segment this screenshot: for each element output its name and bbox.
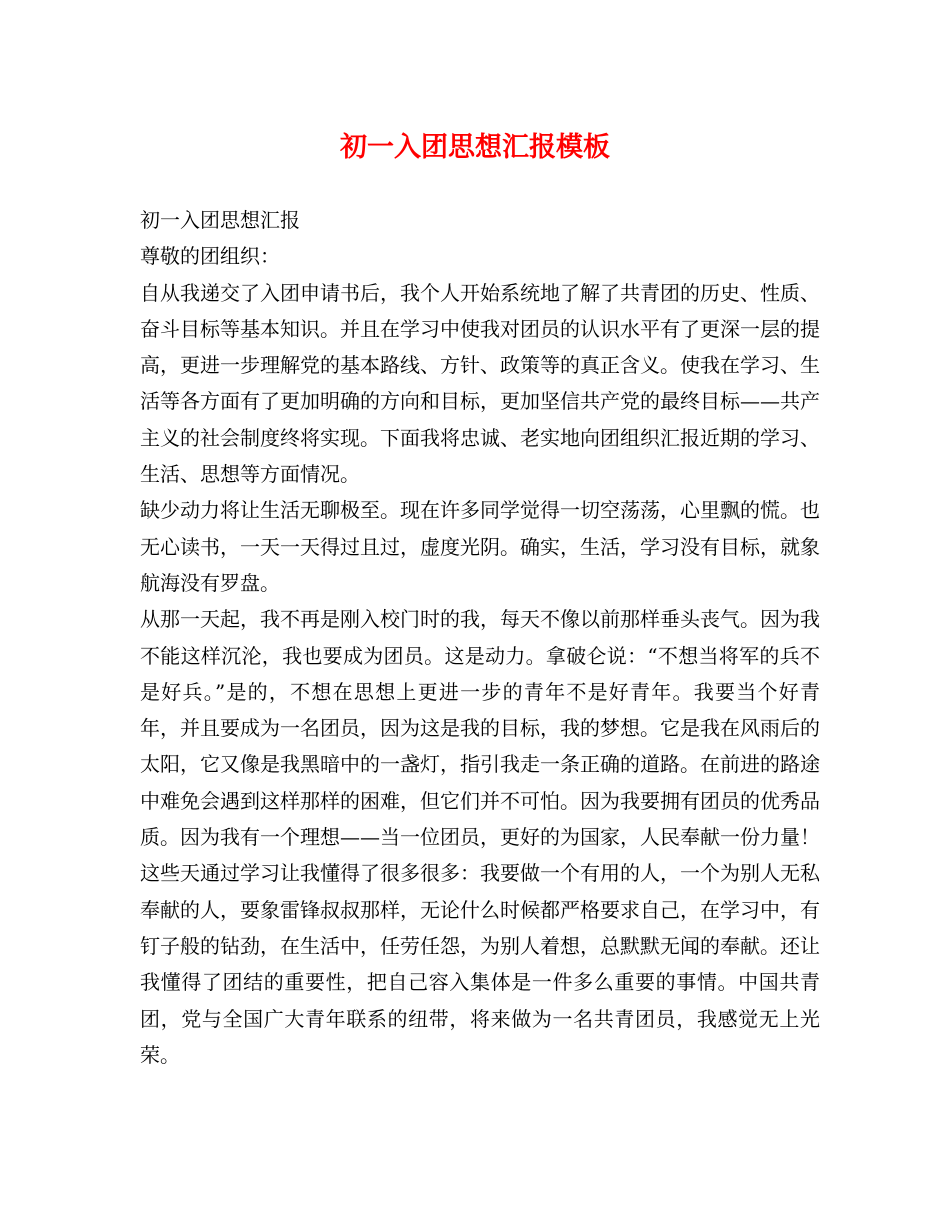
document-title: 初一入团思想汇报模板 bbox=[340, 132, 610, 163]
paragraph-goal: 从那一天起，我不再是刚入校门时的我，每天不像以前那样垂头丧气。因为我不能这样沉沦，我也要成为团员。这是动力。拿破仑说：“不想当将军的兵不是好兵。”是的，不想在思想上更进一步的青年不是好青年。我要当个好青年，并且要成为一名团员，因为这是我的目标，我的梦想。它是我在风雨后的太阳，它又像是我黑暗中的一盏灯，指引我走一条正确的道路。在前进的路途中难免会遇到这样那样的困难，但它们并不可怕。因为我要拥有团员的优秀品质。因为我有一个理想——当一位团员，更好的为国家，人民奉献一份力量！ bbox=[140, 607, 820, 850]
report-heading: 初一入团思想汇报 bbox=[140, 208, 300, 232]
paragraph-learning: 这些天通过学习让我懂得了很多很多：我要做一个有用的人，一个为别人无私奉献的人，要象雷锋叔叔那样，无论什么时候都严格要求自己，在学习中，有钉子般的钻劲，在生活中，任劳任怨，为别人着想，总默默无闻的奉献。还让我懂得了团结的重要性，把自己容入集体是一件多么重要的事情。中国共青团，党与全国广大青年联系的纽带，将来做为一名共青团员，我感觉无上光荣。 bbox=[140, 861, 820, 1067]
paragraph-motivation: 缺少动力将让生活无聊极至。现在许多同学觉得一切空荡荡，心里飘的慌。也无心读书，一天一天得过且过，虚度光阴。确实，生活，学习没有目标，就象航海没有罗盘。 bbox=[140, 498, 820, 595]
paragraph-intro: 自从我递交了入团申请书后，我个人开始系统地了解了共青团的历史、性质、奋斗目标等基本知识。并且在学习中使我对团员的认识水平有了更深一层的提高，更进一步理解党的基本路线、方针、政策等的真正含义。使我在学习、生活等各方面有了更加明确的方向和目标，更加坚信共产党的最终目标——共产主义的社会制度终将实现。下面我将忠诚、老实地向团组织汇报近期的学习、生活、思想等方面情况。 bbox=[140, 280, 820, 487]
document-body bbox=[140, 202, 820, 1073]
salutation: 尊敬的团组织： bbox=[140, 244, 280, 269]
